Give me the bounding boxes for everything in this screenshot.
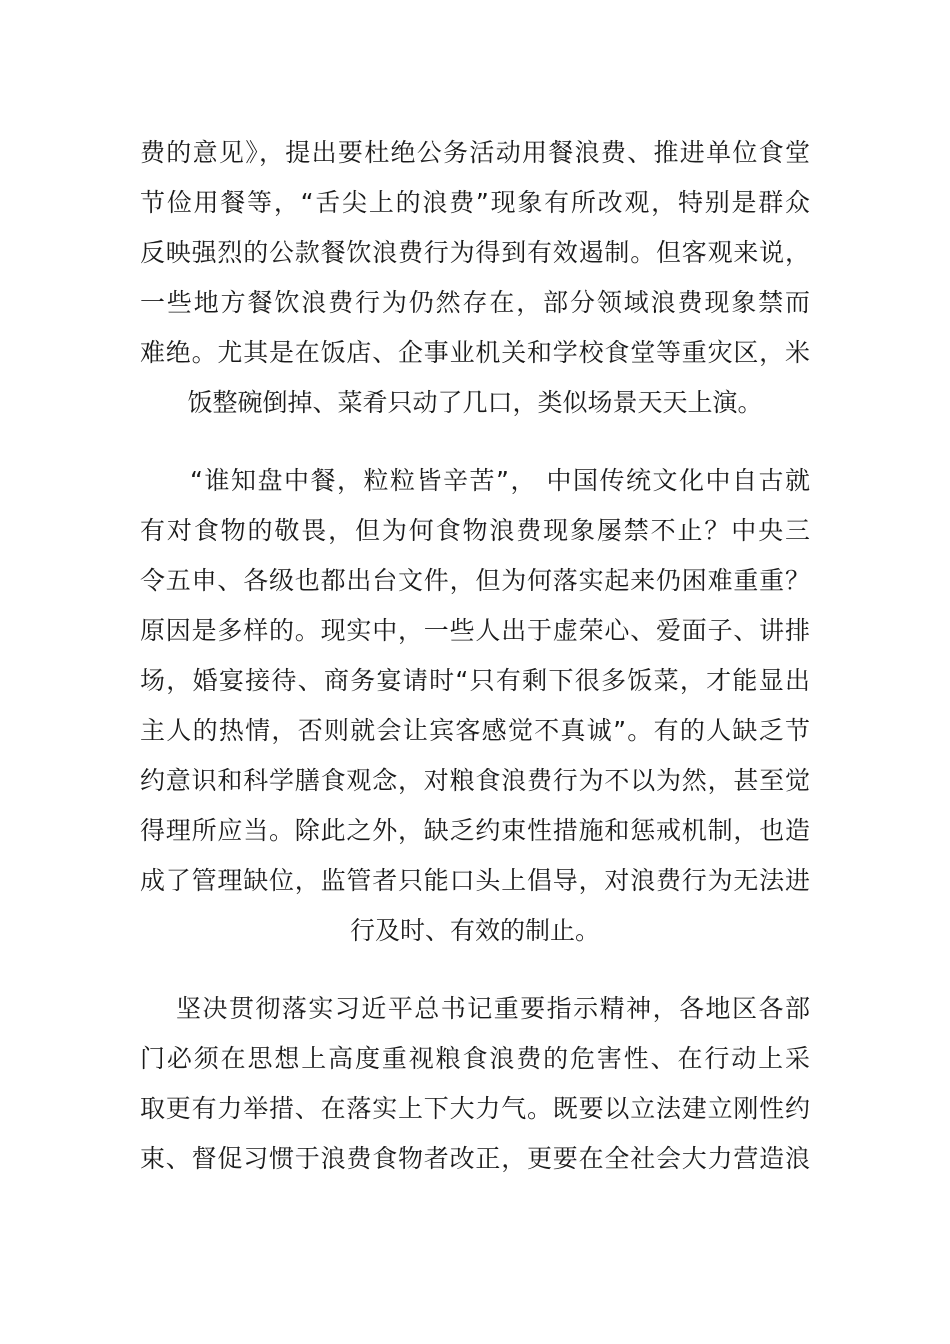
paragraph-1: [140, 128, 810, 428]
text-line: 成了管理缺位，监管者只能口头上倡导，对浪费行为无法进: [140, 866, 810, 895]
text-line: 取更有力举措、在落实上下大力气。既要以立法建立刚性约: [140, 1094, 810, 1123]
text-line: 门必须在思想上高度重视粮食浪费的危害性、在行动上采: [140, 1044, 810, 1073]
text-line: 得理所应当。除此之外，缺乏约束性措施和惩戒机制，也造: [140, 816, 810, 845]
text-line: 原因是多样的。现实中，一些人出于虚荣心、爱面子、讲排: [140, 616, 810, 645]
text-line: 主人的热情，否则就会让宾客感觉不真诚”。有的人缺乏节: [140, 716, 810, 745]
text-line: 令五申、各级也都出台文件，但为何落实起来仍困难重重？: [140, 566, 810, 595]
text-line: 费的意见》，提出要杜绝公务活动用餐浪费、推进单位食堂: [140, 138, 810, 167]
text-line: 约意识和科学膳食观念，对粮食浪费行为不以为然，甚至觉: [140, 766, 810, 795]
text-line: “谁知盘中餐，粒粒皆辛苦”， 中国传统文化中自古就: [190, 466, 810, 495]
text-line: 饭整碗倒掉、菜肴只动了几口，类似场景天天上演。: [187, 388, 763, 417]
text-line: 行及时、有效的制止。: [349, 916, 600, 945]
text-line: 有对食物的敬畏，但为何食物浪费现象屡禁不止？中央三: [140, 516, 810, 545]
paragraph-2: [140, 456, 810, 956]
text-line: 难绝。尤其是在饭店、企事业机关和学校食堂等重灾区，米: [140, 338, 810, 367]
text-line: 场，婚宴接待、商务宴请时“只有剩下很多饭菜，才能显出: [140, 666, 810, 695]
text-line: 反映强烈的公款餐饮浪费行为得到有效遏制。但客观来说，: [140, 238, 810, 267]
text-line: 束、督促习惯于浪费食物者改正，更要在全社会大力营造浪: [140, 1144, 810, 1173]
text-line: 坚决贯彻落实习近平总书记重要指示精神，各地区各部: [176, 994, 810, 1023]
text-line: 一些地方餐饮浪费行为仍然存在，部分领域浪费现象禁而: [140, 288, 810, 317]
text-line: 节俭用餐等，“舌尖上的浪费”现象有所改观，特别是群众: [140, 188, 810, 217]
paragraph-3: [140, 984, 810, 1184]
